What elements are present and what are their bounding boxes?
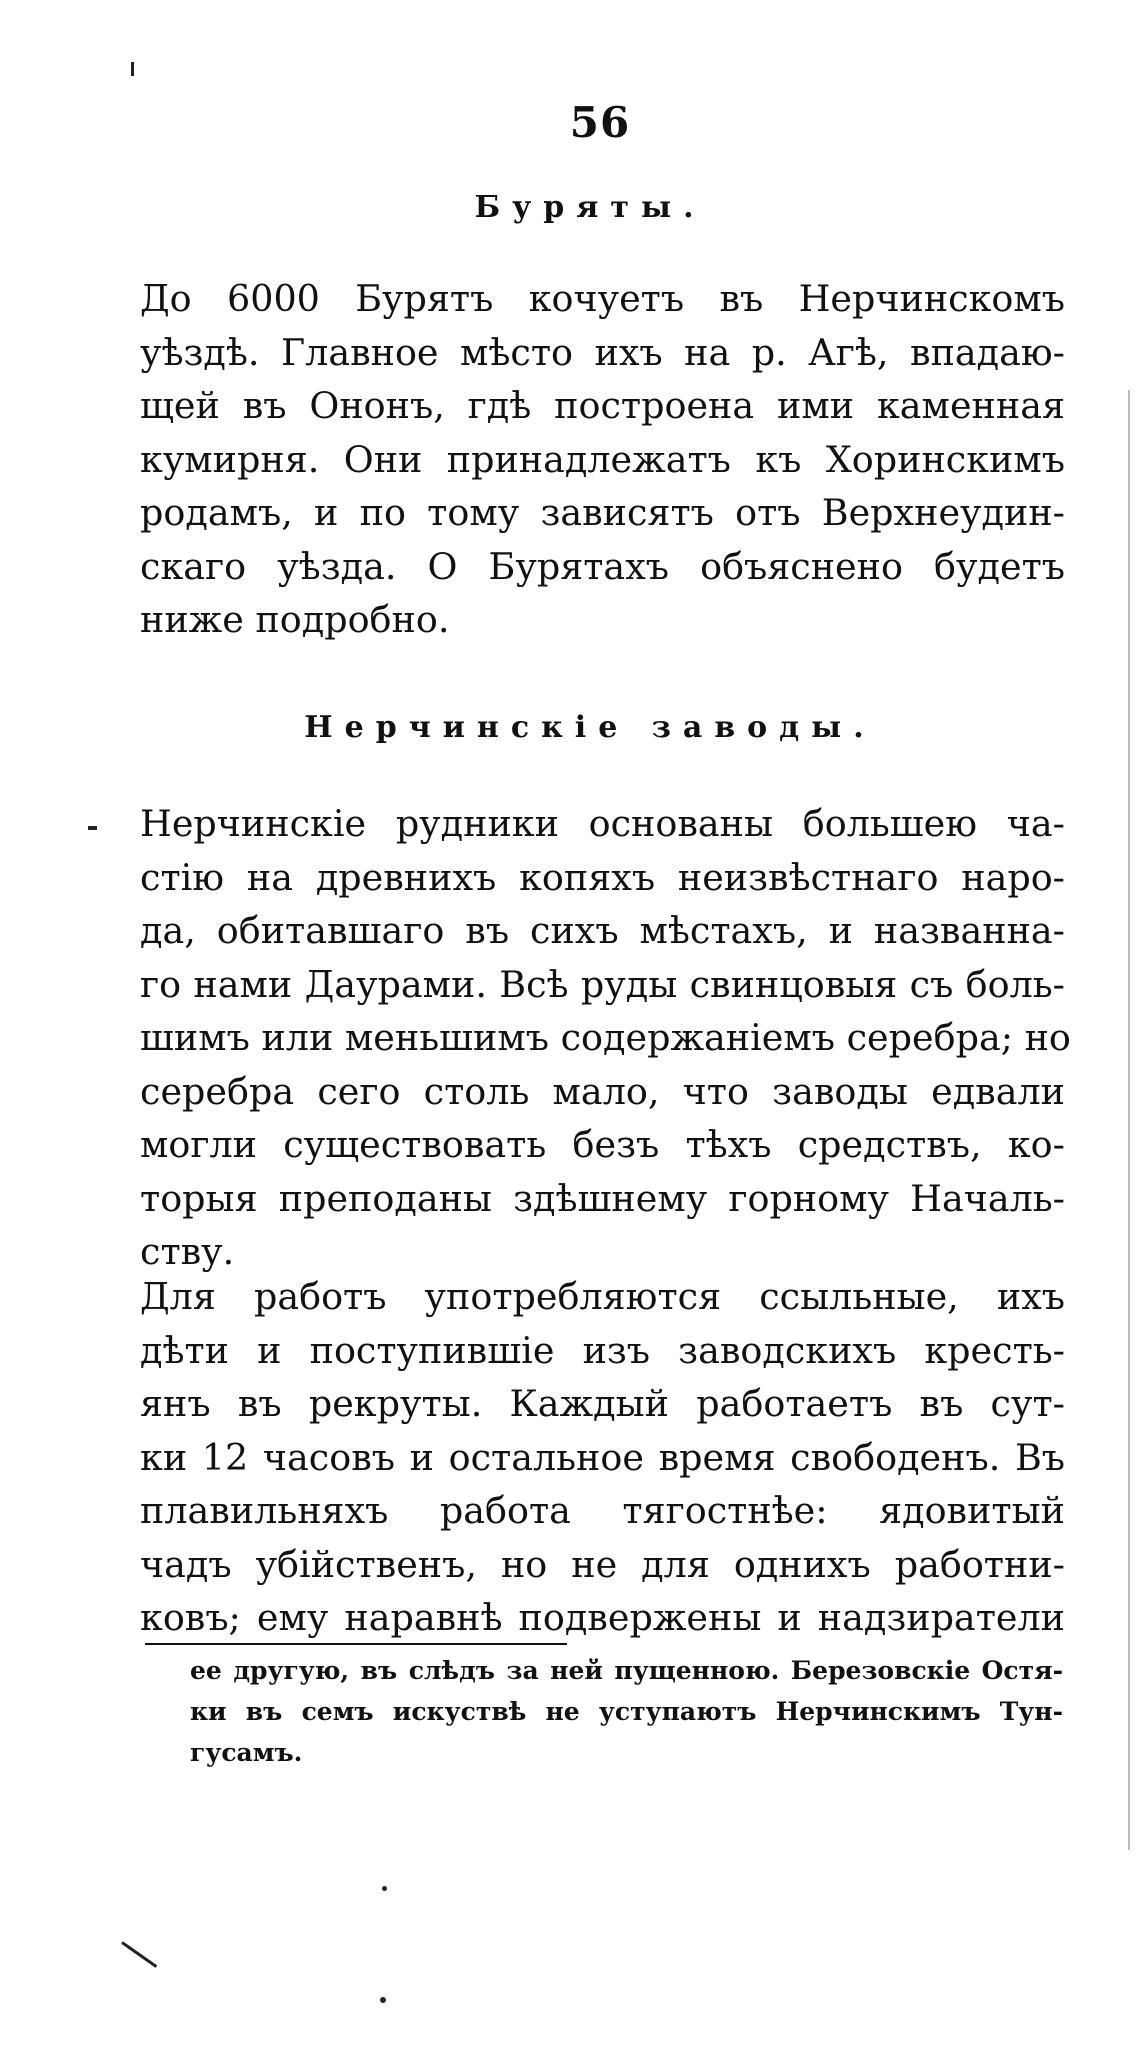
paragraph-mines (140, 797, 1071, 1279)
text-line: До 6000 Бурятъ кочуетъ въ Нерчинскомъ (140, 277, 1065, 320)
paragraph-workers (140, 1270, 1065, 1645)
footnote-line: ки въ семъ искуствѣ не уступаютъ Нерчинскимъ Тун- (190, 1697, 1063, 1726)
footnote-line: ее другую, въ слѣдъ за ней пущенною. Березовскіе Остя- (190, 1656, 1063, 1685)
text-line: ству. (140, 1230, 235, 1273)
scan-speck (121, 1941, 157, 1968)
text-line: щей въ Ононъ, гдѣ построена ими каменная (140, 384, 1065, 427)
text-line: ки 12 часовъ и остальное время свободенъ. Въ (140, 1435, 1065, 1479)
text-line: шимъ или меньшимъ содержаніемъ серебра; но (140, 1016, 1071, 1059)
text-line: чадъ убійственъ, но не для однихъ работни- (140, 1542, 1065, 1586)
text-line: ниже подробно. (140, 598, 450, 641)
scan-speck (382, 1886, 387, 1891)
text-line: уѣздѣ. Главное мѣсто ихъ на р. Агѣ, впадаю- (140, 330, 1065, 374)
paragraph-buryats (140, 272, 1065, 647)
text-line: стію на древнихъ копяхъ неизвѣстнаго наро- (140, 855, 1065, 899)
text-line: Нерчинскіе рудники основаны большею ча- (140, 802, 1065, 845)
text-line: торыя преподаны здѣшнему горному Началь- (140, 1176, 1065, 1220)
page-number: 56 (569, 98, 631, 147)
text-line: го нами Даурами. Всѣ руды свинцовыя съ боль- (140, 962, 1065, 1006)
footnote-divider (145, 1643, 567, 1645)
footnote (190, 1650, 1063, 1773)
text-line: плавильняхъ работа тягостнѣе: ядовитый (140, 1489, 1065, 1532)
scan-speck (88, 826, 97, 830)
text-line: да, обитавшаго въ сихъ мѣстахъ, и названна- (140, 909, 1065, 952)
text-line: могли существовать безъ тѣхъ средствъ, ко- (140, 1123, 1065, 1166)
section-heading-buryats: Буряты. (474, 190, 706, 225)
text-line: янъ въ рекруты. Каждый работаетъ въ сут- (140, 1382, 1065, 1425)
scan-speck (380, 1997, 386, 2003)
text-line: дѣти и поступившіе изъ заводскихъ кресть- (140, 1328, 1065, 1372)
text-line: скаго уѣзда. О Бурятахъ объяснено будетъ (140, 544, 1065, 588)
text-line: ковъ; ему наравнѣ подвержены и надзиратели (140, 1596, 1065, 1639)
text-line: кумирня. Они принадлежатъ къ Хоринскимъ (140, 437, 1065, 481)
section-heading-nerchinsk-works: Нерчинскіе заводы. (304, 710, 876, 745)
text-line: родамъ, и по тому зависятъ отъ Верхнеудин- (140, 491, 1065, 534)
text-line: серебра сего столь мало, что заводы едвали (140, 1069, 1065, 1113)
scan-speck (131, 62, 134, 76)
text-line: Для работъ употребляются ссыльные, ихъ (140, 1275, 1065, 1318)
scan-edge (1128, 390, 1130, 1850)
footnote-line: гусамъ. (190, 1738, 303, 1767)
